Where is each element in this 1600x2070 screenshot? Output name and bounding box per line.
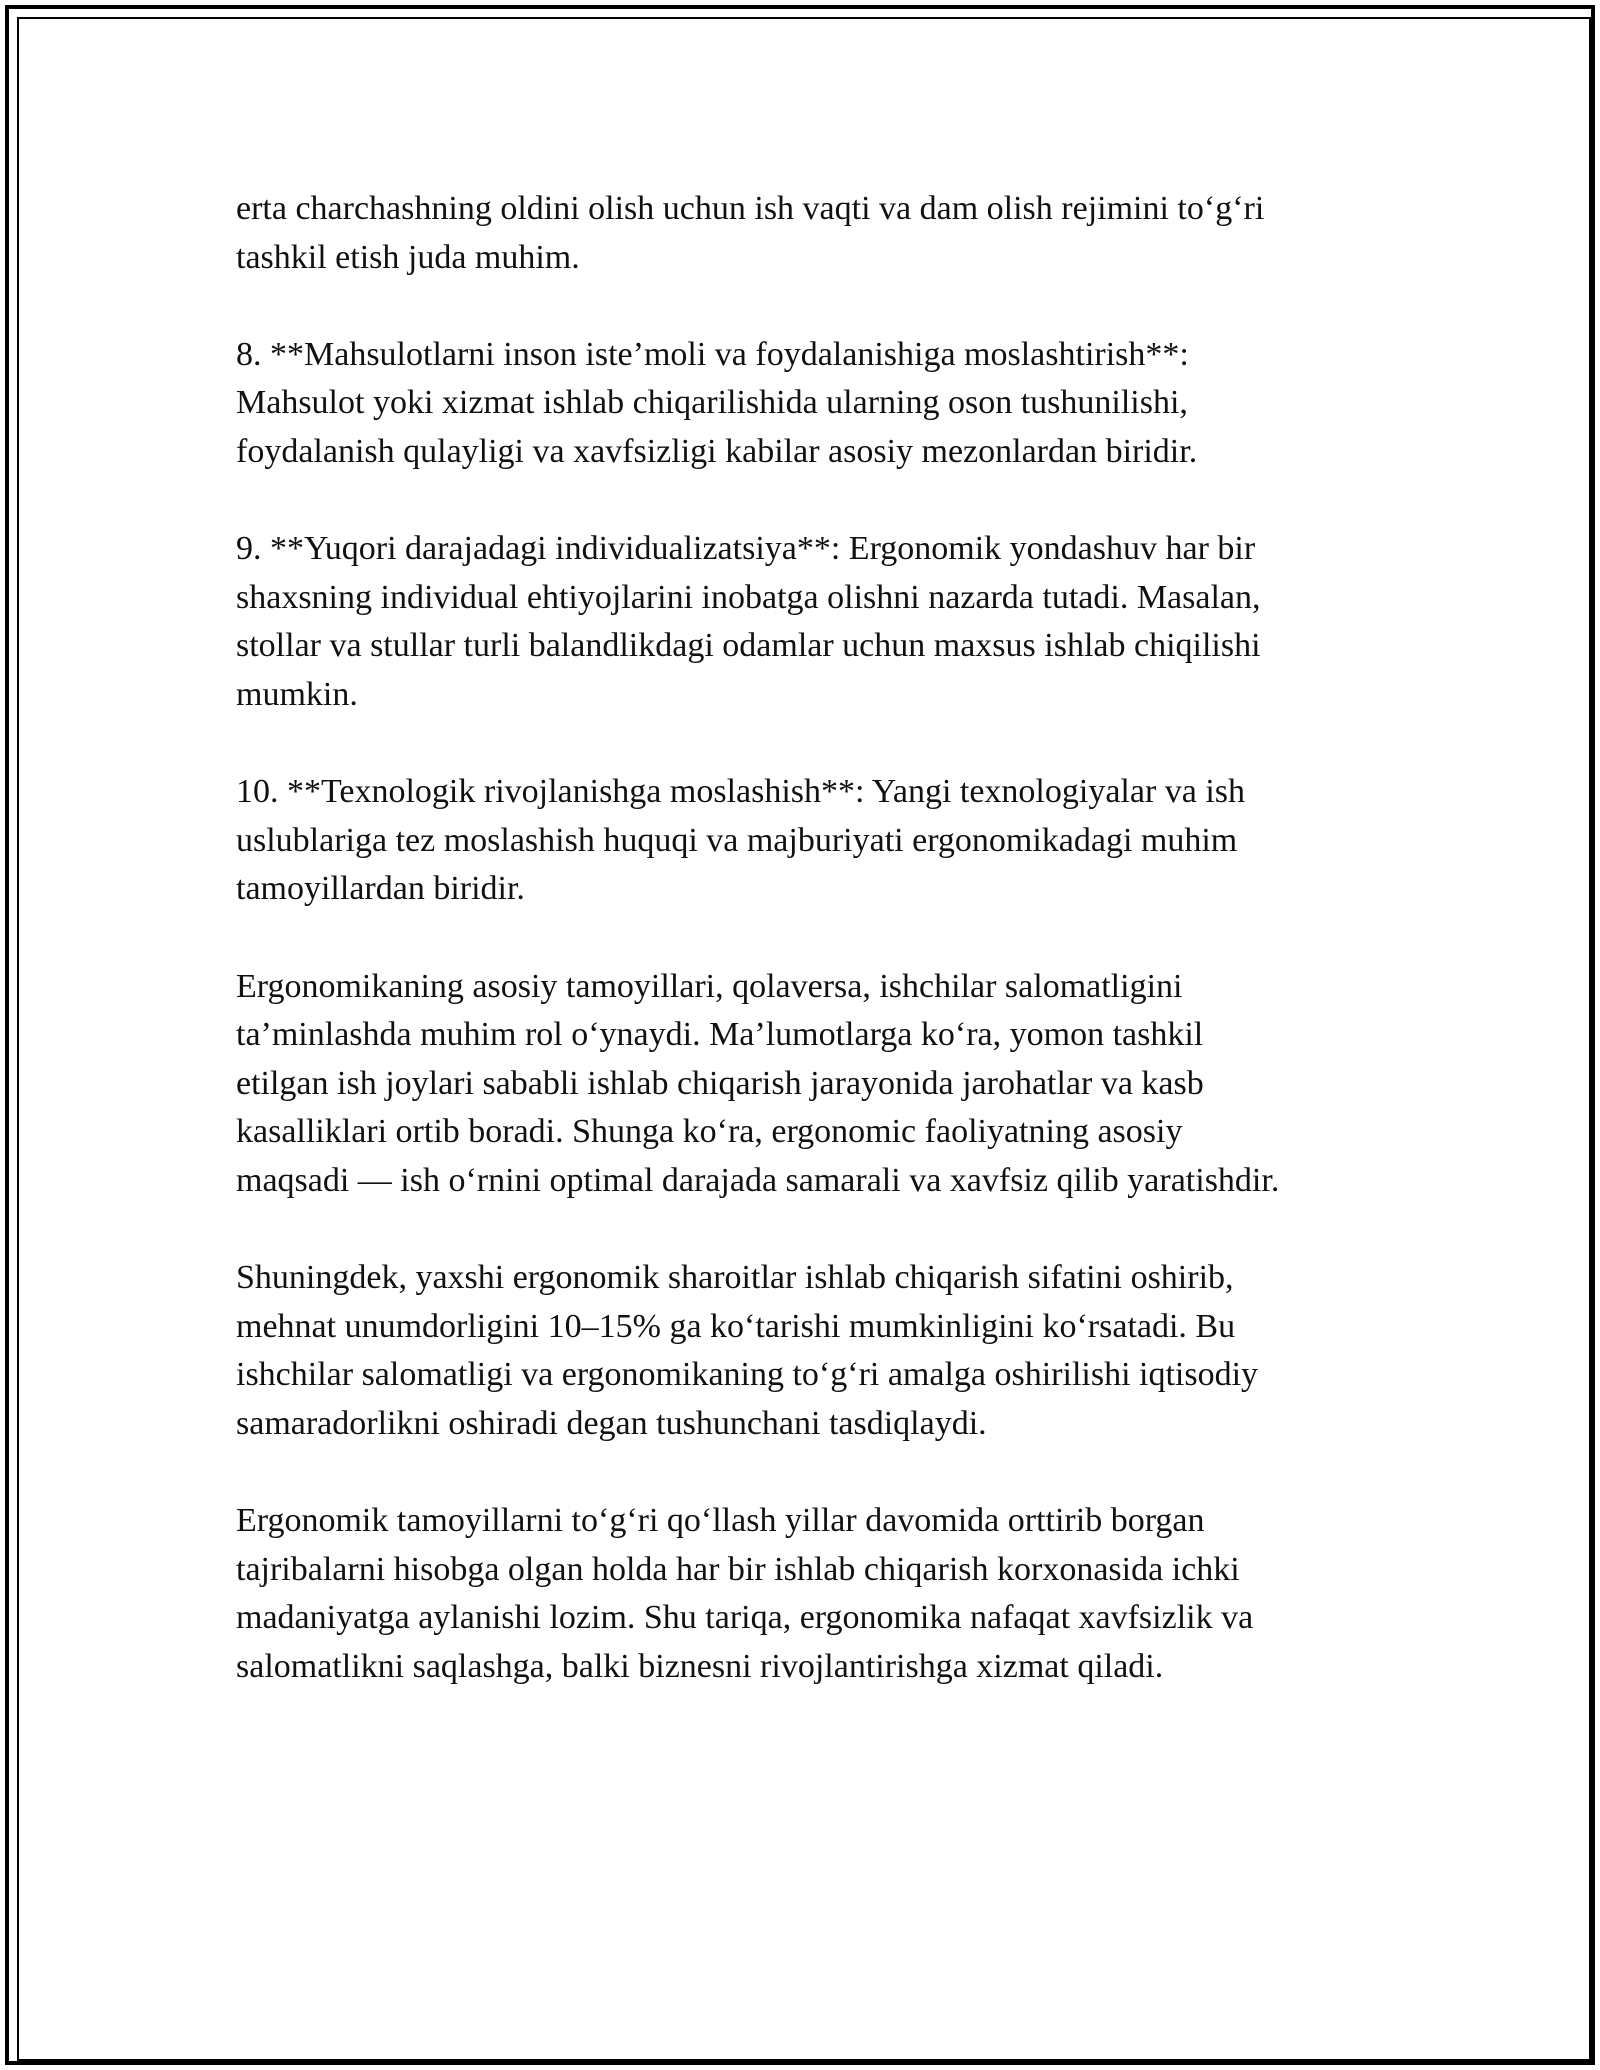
paragraph-item-9: 9. **Yuqori darajadagi individualizatsiya**: Ergonomik yondashuv har bir shaxsning individual ehtiyojlarini inobatga olishni nazarda tutadi. Masalan, stollar va stullar turli balandlikdagi odamlar uchun maxsus ishlab chiqilishi mumkin. (236, 530, 1261, 713)
paragraph-item-8: 8. **Mahsulotlarni inson iste’moli va foydalanishiga moslashtirish**: Mahsulot yoki xizmat ishlab chiqarilishida ularning oson tushunilishi, foydalanish qulayligi va xavfsizligi kabilar asosiy mezonlardan biridir. (236, 335, 1198, 470)
paragraph-item-10: 10. **Texnologik rivojlanishga moslashish**: Yangi texnologiyalar va ish uslublariga tez moslashish huquqi va majburiyati ergonomikadagi muhim tamoyillardan biridir. (236, 773, 1246, 908)
paragraph-health-role: Ergonomikaning asosiy tamoyillari, qolaversa, ishchilar salomatligini ta’minlashda muhim rol o‘ynaydi. Ma’lumotlarga ko‘ra, yomon tashkil etilgan ish joylari sababli ishlab chiqarish jarayonida jarohatlar va kasb kasalliklari ortib boradi. Shunga ko‘ra, ergonomic faoliyatning asosiy maqsadi — ish o‘rnini optimal darajada samarali va xavfsiz qilib yaratishdir. (236, 967, 1280, 1199)
paragraph-productivity: Shuningdek, yaxshi ergonomik sharoitlar ishlab chiqarish sifatini oshirib, mehnat unumdorligini 10–15% ga ko‘tarishi mumkinligini ko‘rsatadi. Bu ishchilar salomatligi va ergonomikaning to‘g‘ri amalga oshirilishi iqtisodiy samaradorlikni oshiradi degan tushunchani tasdiqlaydi. (236, 1259, 1259, 1442)
paragraph-fatigue-continuation: erta charchashning oldini olish uchun ish vaqti va dam olish rejimini to‘g‘ri tashkil etish juda muhim. (236, 190, 1265, 276)
document-body (236, 185, 1376, 1691)
paragraph-conclusion: Ergonomik tamoyillarni to‘g‘ri qo‘llash yillar davomida orttirib borgan tajribalarni hisobga olgan holda har bir ishlab chiqarish korxonasida ichki madaniyatga aylanishi lozim. Shu tariqa, ergonomika nafaqat xavfsizlik va salomatlikni saqlashga, balki biznesni rivojlantirishga xizmat qiladi. (236, 1502, 1254, 1685)
